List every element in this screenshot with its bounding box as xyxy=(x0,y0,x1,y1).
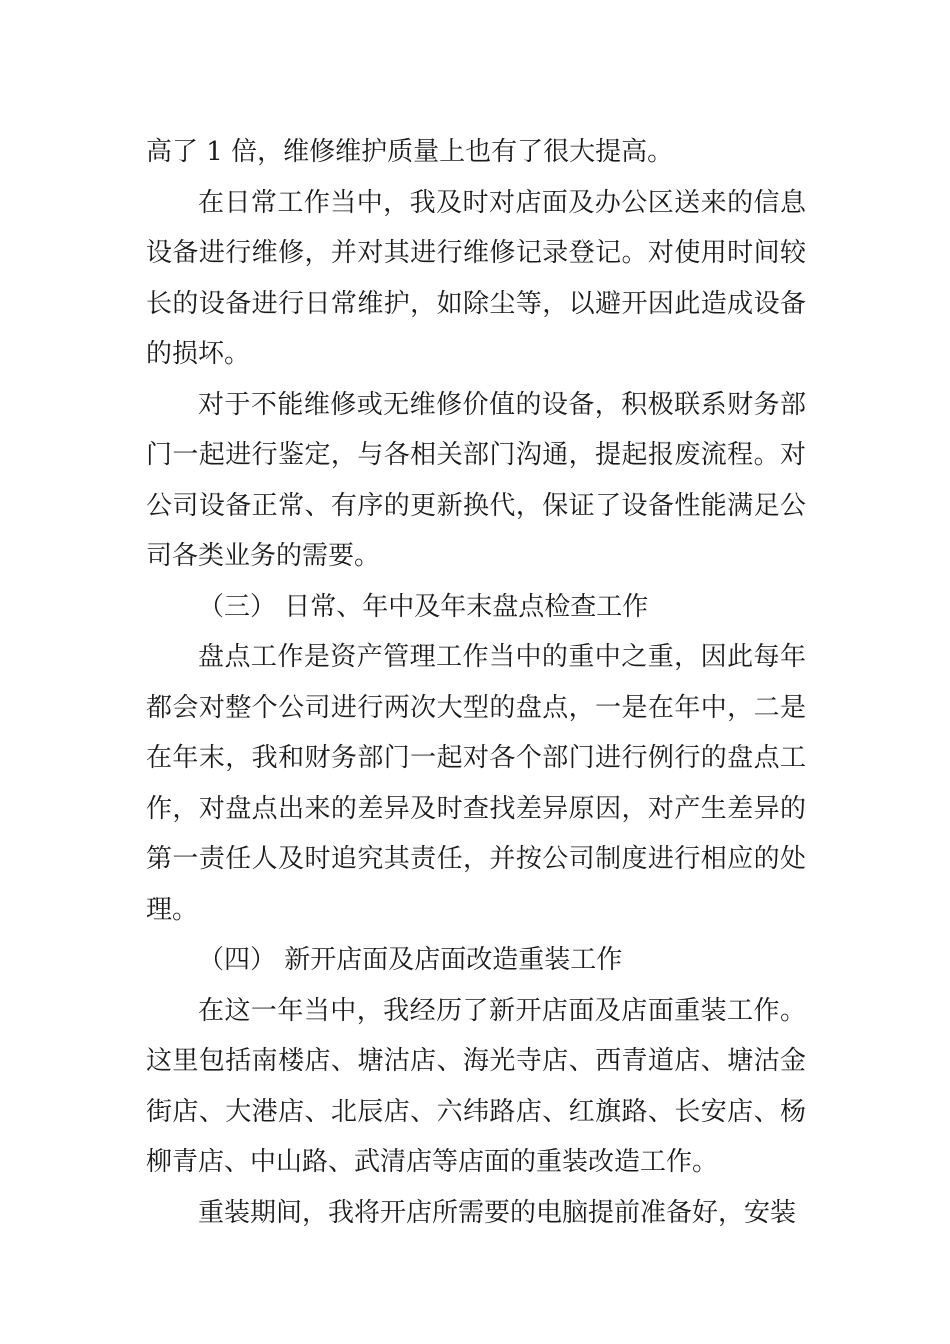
document-body xyxy=(146,127,806,1238)
paragraph-store-list: 在这一年当中，我经历了新开店面及店面重装工作。这里包括南楼店、塘沽店、海光寺店、西青道店、塘沽金街店、大港店、北辰店、六纬路店、红旗路、长安店、杨柳青店、中山路、武清店等店面的重装改造工作。 xyxy=(146,995,806,1177)
paragraph-continued: 高了 1 倍，维修维护质量上也有了很大提高。 xyxy=(146,137,674,167)
paragraph-daily-maintenance: 在日常工作当中，我及时对店面及办公区送来的信息设备进行维修，并对其进行维修记录登记。对使用时间较长的设备进行日常维护，如除尘等，以避开因此造成设备的损坏。 xyxy=(146,187,806,369)
section-heading-inventory: （三） 日常、年中及年末盘点检查工作 xyxy=(198,591,649,622)
paragraph-equipment-scrapping: 对于不能维修或无维修价值的设备，积极联系财务部门一起进行鉴定，与各相关部门沟通，提起报废流程。对公司设备正常、有序的更新换代，保证了设备性能满足公司各类业务的需要。 xyxy=(146,389,806,571)
paragraph-inventory-check: 盘点工作是资产管理工作当中的重中之重，因此每年都会对整个公司进行两次大型的盘点，一是在年中，二是在年末，我和财务部门一起对各个部门进行例行的盘点工作，对盘点出来的差异及时查找差异原因，对产生差异的第一责任人及时追究其责任，并按公司制度进行相应的处理。 xyxy=(146,642,806,925)
paragraph-renovation-prep: 重装期间，我将开店所需要的电脑提前准备好，安装 xyxy=(198,1197,797,1228)
section-heading-store-renovation: （四） 新开店面及店面改造重装工作 xyxy=(198,945,623,975)
